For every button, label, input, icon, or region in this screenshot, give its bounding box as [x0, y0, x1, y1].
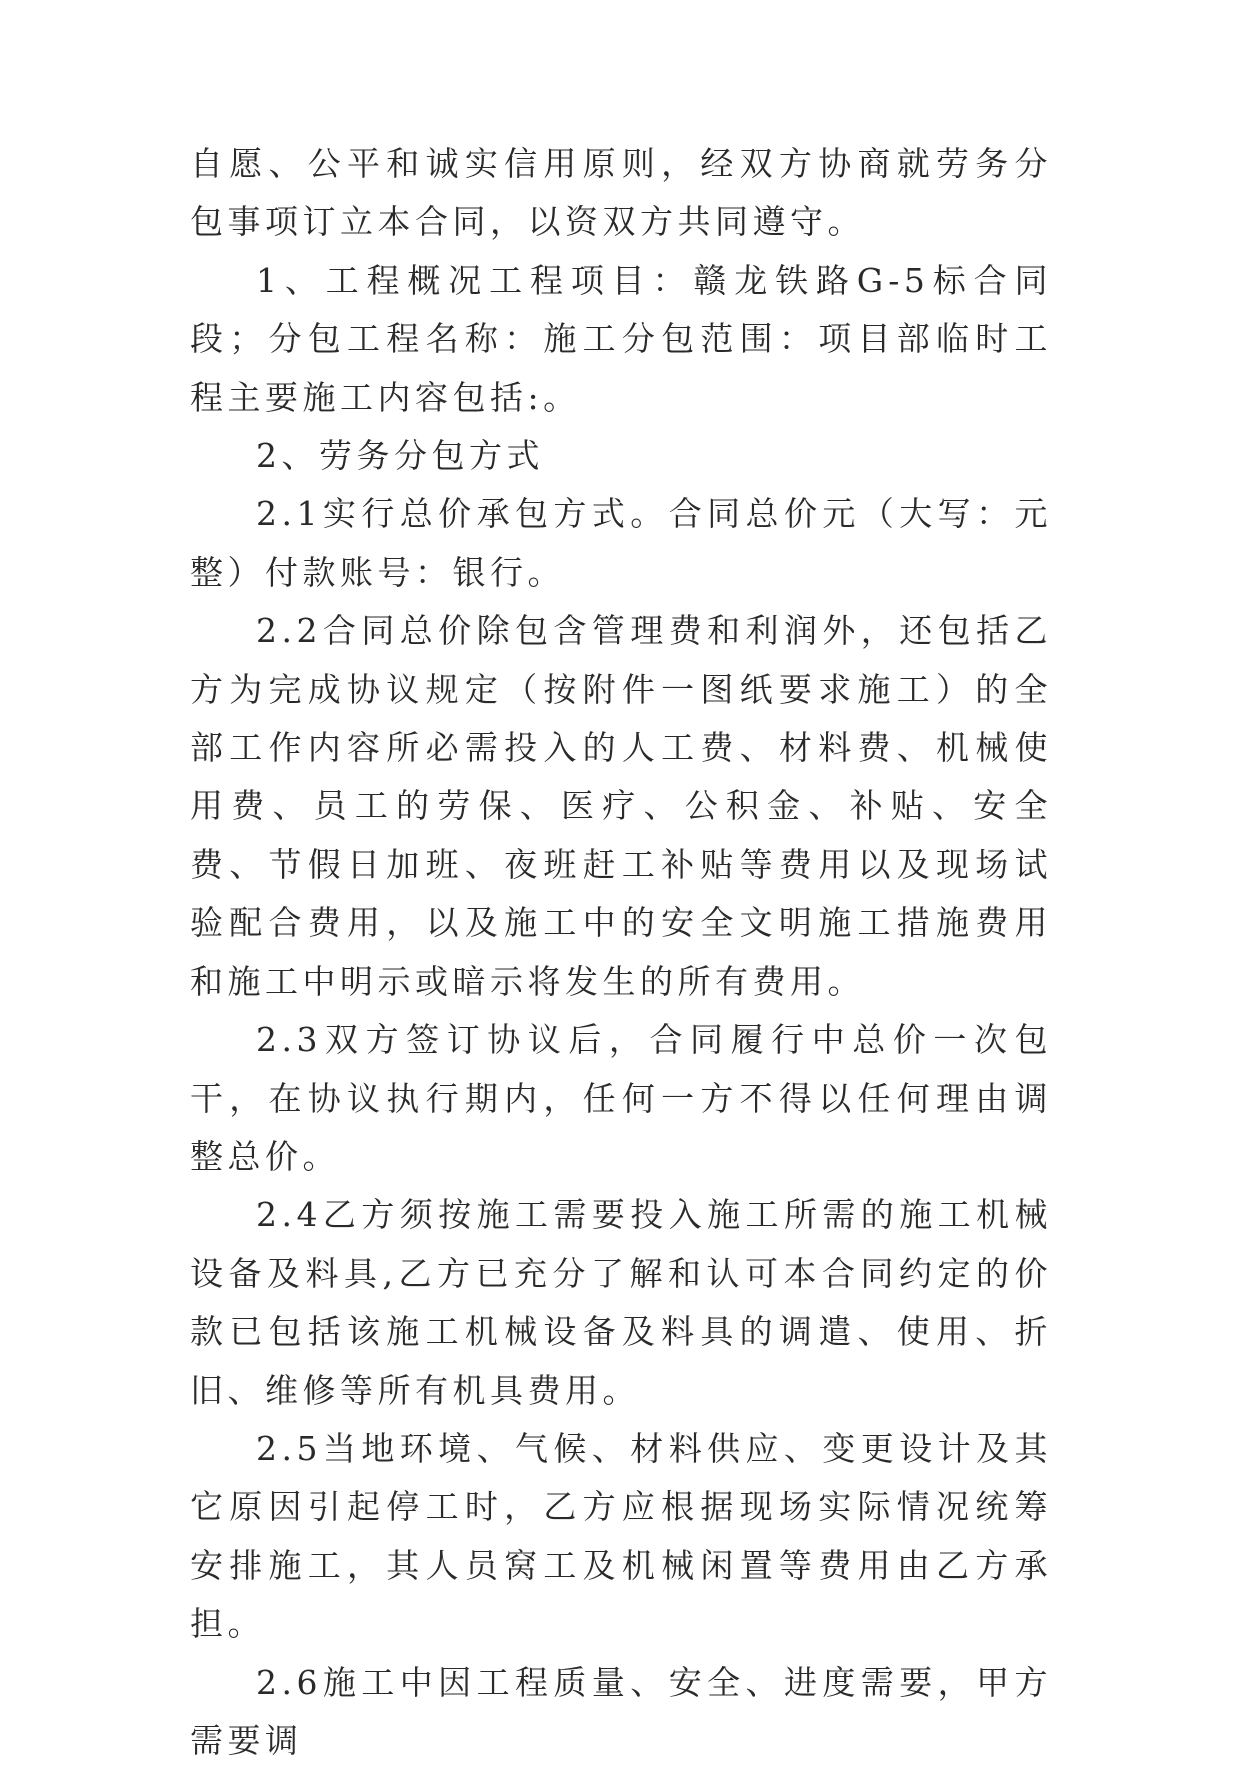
paragraph-intro: 自愿、公平和诚实信用原则，经双方协商就劳务分包事项订立本合同，以资双方共同遵守。: [190, 144, 1052, 242]
document-body: [190, 135, 1052, 1770]
paragraph-clause-2-6: 2.6施工中因工程质量、安全、进度需要，甲方需要调: [190, 1662, 1052, 1760]
paragraph-clause-2-5: 2.5当地环境、气候、材料供应、变更设计及其它原因引起停工时，乙方应根据现场实际情况统筹安排施工，其人员窝工及机械闲置等费用由乙方承担。: [190, 1428, 1052, 1644]
paragraph-project-overview: 1、工程概况工程项目：赣龙铁路G-5标合同段；分包工程名称：施工分包范围：项目部临时工程主要施工内容包括:。: [190, 260, 1052, 417]
paragraph-clause-2-1: 2.1实行总价承包方式。合同总价元（大写：元整）付款账号：银行。: [190, 494, 1052, 592]
paragraph-clause-2-3: 2.3双方签订协议后，合同履行中总价一次包干，在协议执行期内，任何一方不得以任何理由调整总价。: [190, 1020, 1052, 1176]
paragraph-subcontract-method-heading: 2、劳务分包方式: [256, 436, 544, 476]
paragraph-clause-2-2: 2.2合同总价除包含管理费和利润外，还包括乙方为完成协议规定（按附件一图纸要求施工）的全部工作内容所必需投入的人工费、材料费、机械使用费、员工的劳保、医疗、公积金、补贴、安全费、节假日加班、夜班赶工补贴等费用以及现场试验配合费用，以及施工中的安全文明施工措施费用和施工中明示或暗示将发生的所有费用。: [190, 611, 1052, 1001]
paragraph-clause-2-4: 2.4乙方须按施工需要投入施工所需的施工机械设备及料具,乙方已充分了解和认可本合同约定的价款已包括该施工机械设备及料具的调遣、使用、折旧、维修等所有机具费用。: [190, 1195, 1052, 1410]
